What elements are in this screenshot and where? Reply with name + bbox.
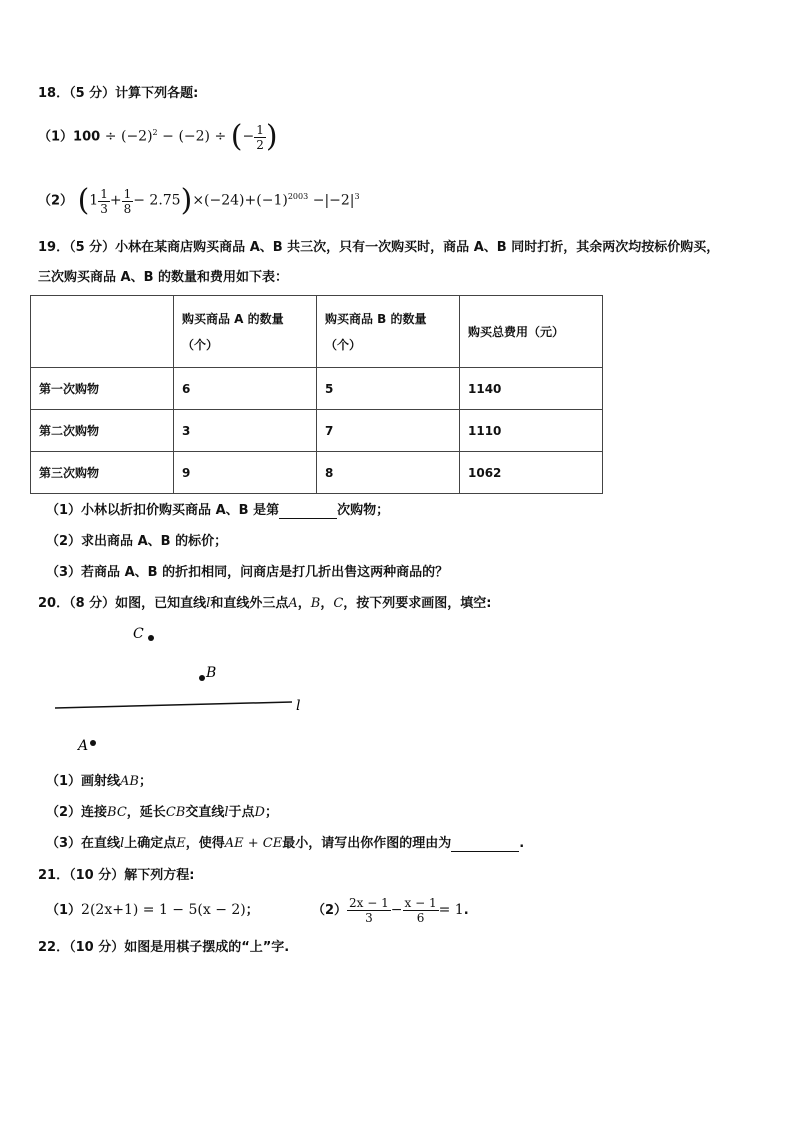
q18-p1-exp: 2 [152,128,158,138]
q21-p2-minus: − [390,902,403,918]
q18-p1-base: (−2) [120,128,153,145]
table-header-a-label: 购买商品 A 的数量 [182,311,284,326]
q18-p1-label: （1） [38,129,74,145]
q18-p2-lparen: ( [77,183,90,218]
q18-p2-exp2: 3 [354,192,360,202]
table-cell: 8 [317,452,460,494]
answer-blank-2[interactable] [451,839,519,852]
q20-sub2-l: l [224,805,229,820]
point-a-label: A [78,738,89,754]
q20-sub2-bc: BC [107,805,127,820]
q20-title-sep1: ， [297,596,311,611]
q20-title-l: l [206,596,211,611]
q18-p1-100: 100 [73,129,101,145]
q18-p2-plus2: + [244,192,257,209]
q19-line2: 三次购买商品 A、B 的数量和费用如下表： [38,270,289,285]
table-cell: 第一次购物 [31,368,174,410]
q19-sub2: （2）求出商品 A、B 的标价； [46,534,228,549]
q18-p2-minus: − [312,192,325,209]
point-c [148,635,154,641]
table-header-b-label: 购买商品 B 的数量 [325,311,427,326]
q20-title-mid: 和直线外三点 [210,596,289,611]
q22-title: 22．（10 分）如图是用棋子摆成的“上”字. [38,940,290,955]
q21-p2-label: （2） [312,903,348,918]
q21-p2-n2: x − 1 [404,896,437,910]
q20-sub1-pre: （1）画射线 [46,774,121,789]
line-l [55,702,292,708]
q18-p2-rparen: ) [180,183,193,218]
q18-p2-plus: + [109,192,122,209]
q21-p2-d2: 6 [416,911,425,925]
q20-sub3 [46,836,524,852]
table-cell: 第二次购物 [31,410,174,452]
q18-p1-lparen: ( [230,119,243,154]
q18-p2-neg1: (−1) [256,192,288,209]
q21-p2-frac2 [403,896,439,925]
q20-sub3-pre: （3）在直线 [46,836,121,851]
q19-sub1-post: 次购物； [337,503,390,518]
line-l-label: l [296,698,301,714]
q21-p1-label: （1） [46,903,82,918]
q20-sub2-post: ； [264,805,278,820]
q18-p2-exp1: 2003 [287,192,309,202]
q20-sub3-mid: 上确定点 [124,836,177,851]
q18-p1-num: 1 [256,122,264,137]
q20-sub3-mid3: 最小，请写出你作图的理由为 [282,836,452,851]
q18-p2-abs: |−2| [324,192,355,209]
q21-p2-frac1 [347,896,391,925]
q18-p2-times: × [192,192,205,209]
q18-p2-n1: 1 [100,186,108,201]
table-cell: 1062 [460,452,603,494]
q18-title: 18．（5 分）计算下列各题: [38,86,199,101]
q18-p1-inner: − [242,128,255,145]
q19-sub3: （3）若商品 A、B 的折扣相同，问商店是打几折出售这两种商品的？ [46,565,449,580]
table-cell: 3 [174,410,317,452]
q20-title-sep2: ， [320,596,334,611]
q18-p2-n2: 1 [123,186,132,201]
q18-p2-d2: 8 [123,201,132,216]
q21-part1 [46,902,259,919]
table-cell: 7 [317,410,460,452]
q20-sub2 [46,805,278,821]
q18-p2-d1: 3 [100,201,108,216]
q18-p2-whole: 1 [89,192,99,209]
q18-p2-rest: − 2.75 [133,192,181,209]
q21-title: 21．（10 分）解下列方程: [38,868,195,883]
q19-line1: 19．（5 分）小林在某商店购买商品 A、B 共三次，只有一次购买时，商品 A、B 同时打折，其余两次均按标价购买， [38,240,720,255]
q20-sub3-mid2: ，使得 [185,836,225,851]
table-cell: 6 [174,368,317,410]
table-header-a-unit: （个） [182,337,219,352]
q18-p1-den: 2 [256,137,264,152]
point-b-label: B [206,665,217,681]
point-b [199,675,205,681]
q20-sub2-pre: （2）连接 [46,805,108,820]
q18-p1-neg2: (−2) [178,128,210,145]
q20-sub2-mid2: 交直线 [185,805,225,820]
q20-title-b: B [310,596,321,611]
q20-sub1-math: AB [120,774,139,789]
q20-sub2-cb: CB [165,805,186,820]
q21-p2-rhs: = 1 [438,902,464,918]
table-cell: 1110 [460,410,603,452]
q20-sub1 [46,774,152,790]
q18-p2-neg24: (−24) [204,192,245,209]
q21-p1-eq: 2(2x+1) = 1 − 5(x − 2) [81,902,246,918]
q21-p2-d1: 3 [365,911,373,925]
table-header-total: 购买总费用（元） [460,296,603,368]
q21-p1-post: ； [245,903,259,918]
table-cell: 1140 [460,368,603,410]
q20-sub3-l: l [120,836,125,851]
q20-title-post: ，按下列要求画图，填空: [343,596,492,611]
table-header-b-unit: （个） [325,337,362,352]
q20-title-a: A [288,596,298,611]
table-cell: 第三次购物 [31,452,174,494]
q20-sub2-mid3: 于点 [228,805,255,820]
q21-p2-n1: 2x − 1 [349,896,389,910]
q20-sub1-post: ； [139,774,153,789]
point-a [90,740,96,746]
q19-sub1-pre: （1）小林以折扣价购买商品 A、B 是第 [46,503,280,518]
q21-part2 [312,896,469,925]
table-cell: 9 [174,452,317,494]
q20-title-c: C [333,596,344,611]
q18-p1-minus: − [162,128,174,145]
q21-p2-post: . [463,903,469,918]
q20-sub3-e: E [176,836,186,851]
q18-p2-label: （2） [38,193,74,209]
q20-title-pre: 20．（8 分）如图，已知直线 [38,596,207,611]
q20-sub2-d: D [254,805,265,820]
q20-sub3-math: AE + CE [224,836,283,851]
q18-p1-rparen: ) [265,119,278,154]
q18-p1-div: ÷ [104,128,117,145]
q20-sub3-post: . [519,836,525,851]
q20-sub2-mid: ，延长 [126,805,166,820]
q18-p1-div2: ÷ [214,128,227,145]
table-cell: 5 [317,368,460,410]
point-c-label: C [133,626,144,642]
